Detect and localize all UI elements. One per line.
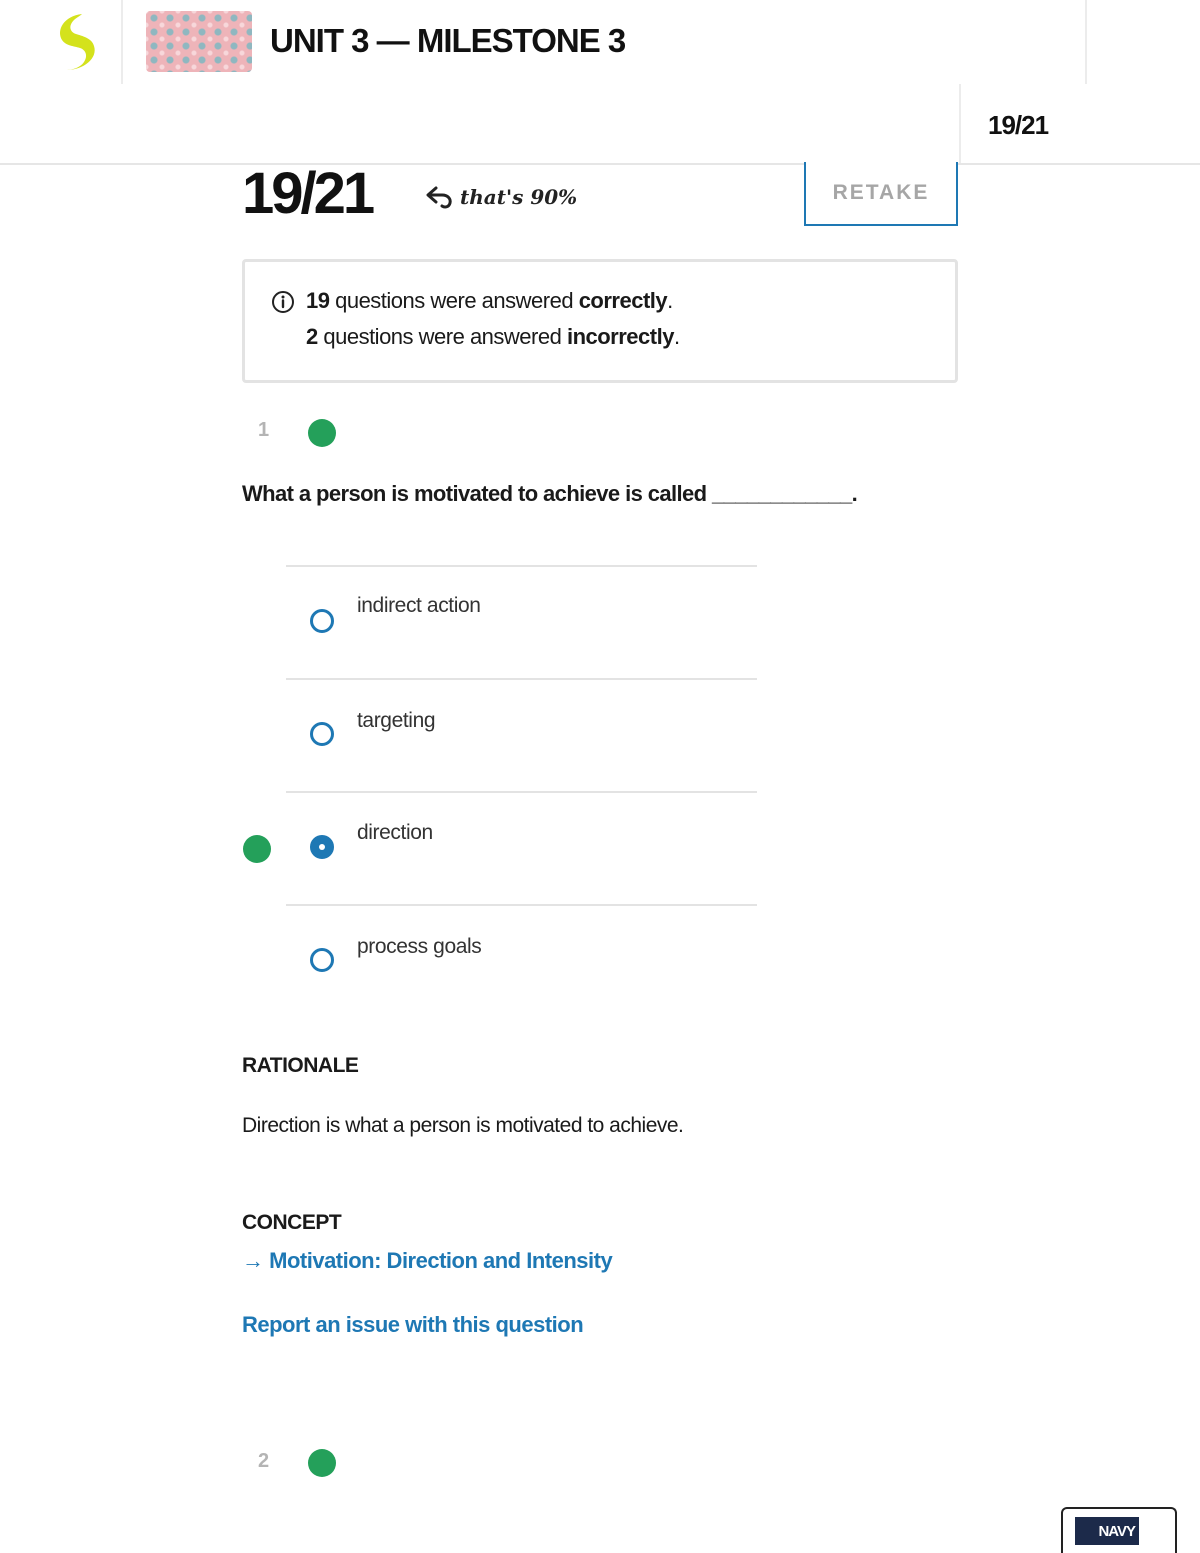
- option-radio[interactable]: [310, 609, 334, 633]
- question-number: 1: [258, 419, 270, 441]
- subbar-divider: [959, 84, 961, 165]
- correct-status-icon: [308, 419, 336, 447]
- curved-arrow-icon: [424, 184, 454, 210]
- option-divider: [286, 678, 757, 680]
- score-counter: 19/21: [988, 110, 1049, 140]
- option-label[interactable]: indirect action: [357, 594, 481, 617]
- page-title: UNIT 3 — MILESTONE 3: [270, 22, 626, 59]
- score-display: 19/21: [242, 161, 373, 226]
- incorrect-count: 2: [306, 324, 318, 349]
- results-summary: [242, 259, 958, 383]
- info-icon: [271, 290, 295, 314]
- summary-correct: [306, 288, 673, 314]
- option-radio[interactable]: [310, 722, 334, 746]
- navy-logo: NAVY: [1075, 1517, 1139, 1545]
- question-number: 2: [258, 1450, 270, 1472]
- percent-note-group: [424, 184, 577, 210]
- arrow-right-icon: →: [242, 1248, 264, 1273]
- question-text: What a person is motivated to achieve is called ____________.: [242, 481, 858, 506]
- correct-status-icon: [308, 1449, 336, 1477]
- correct-end: .: [667, 288, 673, 313]
- sophia-logo-icon[interactable]: [52, 12, 100, 72]
- incorrect-word: incorrectly: [566, 324, 674, 349]
- header-divider: [121, 0, 123, 84]
- concept-link-label[interactable]: Motivation: Direction and Intensity: [269, 1248, 613, 1273]
- option-divider: [286, 791, 757, 793]
- percent-note: that's 90%: [460, 185, 578, 209]
- option-divider: [286, 565, 757, 567]
- incorrect-text: questions were answered: [317, 324, 567, 349]
- correct-answer-icon: [243, 835, 271, 863]
- correct-word: correctly: [578, 288, 668, 313]
- rationale-heading: RATIONALE: [242, 1054, 359, 1077]
- subbar-divider-line: [0, 163, 1200, 165]
- top-bar: [0, 0, 1200, 84]
- correct-text: questions were answered: [329, 288, 579, 313]
- retake-button[interactable]: RETAKE: [804, 162, 958, 226]
- header-divider: [1085, 0, 1087, 84]
- option-divider: [286, 904, 757, 906]
- report-issue-link[interactable]: Report an issue with this question: [242, 1312, 584, 1337]
- course-thumbnail: [146, 11, 252, 72]
- concept-link[interactable]: [242, 1248, 612, 1274]
- option-label[interactable]: targeting: [357, 709, 436, 732]
- option-radio[interactable]: [310, 948, 334, 972]
- option-label[interactable]: direction: [357, 821, 433, 844]
- correct-count: 19: [306, 288, 330, 313]
- option-radio-selected[interactable]: [310, 835, 334, 859]
- rationale-text: Direction is what a person is motivated to achieve.: [242, 1114, 684, 1137]
- navy-badge[interactable]: [1061, 1507, 1177, 1553]
- option-label[interactable]: process goals: [357, 935, 482, 958]
- summary-incorrect: [306, 324, 680, 350]
- concept-heading: CONCEPT: [242, 1211, 342, 1234]
- incorrect-end: .: [673, 324, 680, 349]
